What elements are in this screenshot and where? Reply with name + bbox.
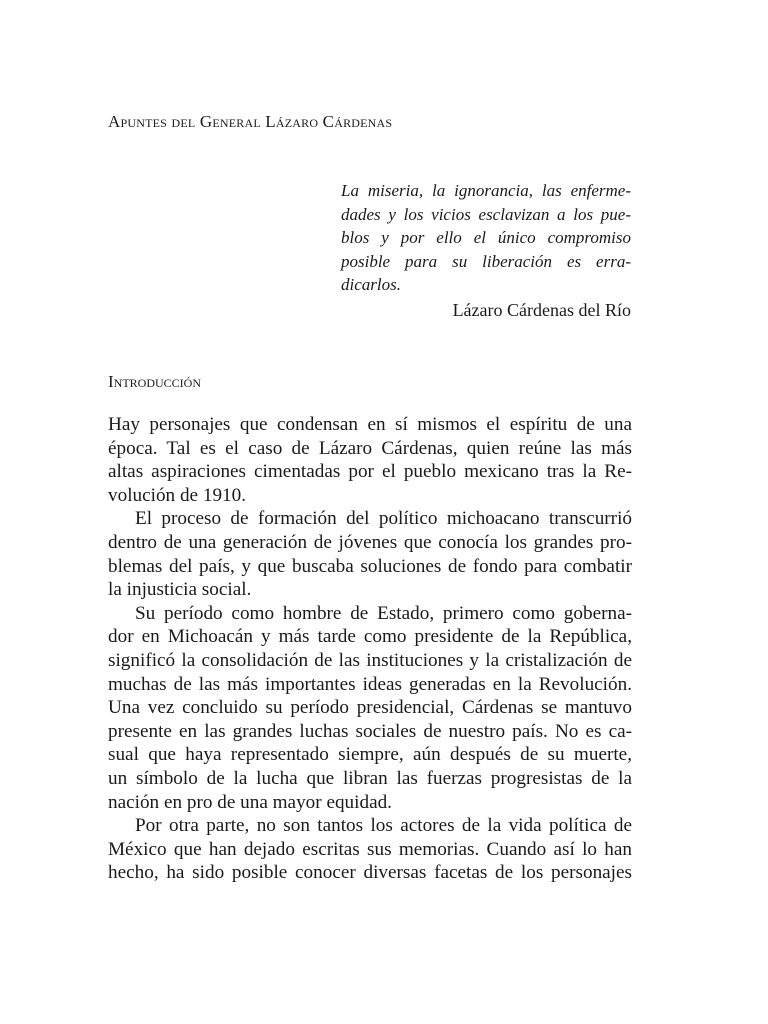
- text-line: volución de 1910.: [108, 484, 247, 506]
- text-line: México que han dejado escritas sus memorias. Cuando así lo han: [108, 838, 632, 860]
- text-line: muchas de las más importantes ideas generadas en la Revolución.: [108, 673, 632, 695]
- epigraph-line: blos y por ello el único compromiso: [341, 228, 631, 247]
- text-line: presente en las grandes luchas sociales de nuestro país. No es ca-: [108, 720, 632, 742]
- text-line: sual que haya representado siempre, aún después de su muerte,: [108, 744, 632, 766]
- text-line: blemas del país, y que buscaba soluciones de fondo para combatir: [108, 555, 632, 577]
- epigraph-line: posible para su liberación es erra-: [341, 251, 631, 271]
- epigraph: [341, 179, 631, 297]
- text-line: Por otra parte, no son tantos los actores de la vida política de: [135, 815, 632, 837]
- text-line: significó la consolidación de las instituciones y la cristalización de: [108, 649, 632, 671]
- text-line: El proceso de formación del político michoacano transcurrió: [135, 508, 632, 530]
- text-line: un símbolo de la lucha que libran las fuerzas progresistas de la: [108, 767, 632, 789]
- text-line: nación en pro de una mayor equidad.: [108, 791, 392, 813]
- epigraph-line: La miseria, la ignorancia, las enferme-: [341, 181, 631, 200]
- text-line: Una vez concluido su período presidencial, Cárdenas se mantuvo: [108, 697, 632, 719]
- text-line: hecho, ha sido posible conocer diversas facetas de los personajes: [108, 862, 632, 884]
- text-line: Hay personajes que condensan en sí mismos el espíritu de una: [108, 414, 632, 435]
- section-title: Introducción: [108, 372, 201, 391]
- text-line: Su período como hombre de Estado, primero como goberna-: [135, 602, 632, 624]
- text-line: la injusticia social.: [108, 579, 252, 601]
- text-line: dentro de una generación de jóvenes que conocía los grandes pro-: [108, 531, 632, 553]
- epigraph-line: dicarlos.: [341, 275, 401, 294]
- text-line: época. Tal es el caso de Lázaro Cárdenas, quien reúne las más: [108, 437, 632, 459]
- running-head: Apuntes del General Lázaro Cárdenas: [108, 112, 393, 131]
- epigraph-line: dades y los vicios esclavizan a los pue-: [341, 204, 631, 224]
- epigraph-attribution: Lázaro Cárdenas del Río: [452, 300, 631, 320]
- text-line: altas aspiraciones cimentadas por el pueblo mexicano tras la Re-: [108, 461, 632, 483]
- body-text: [108, 413, 632, 885]
- text-line: dor en Michoacán y más tarde como presidente de la República,: [108, 626, 632, 648]
